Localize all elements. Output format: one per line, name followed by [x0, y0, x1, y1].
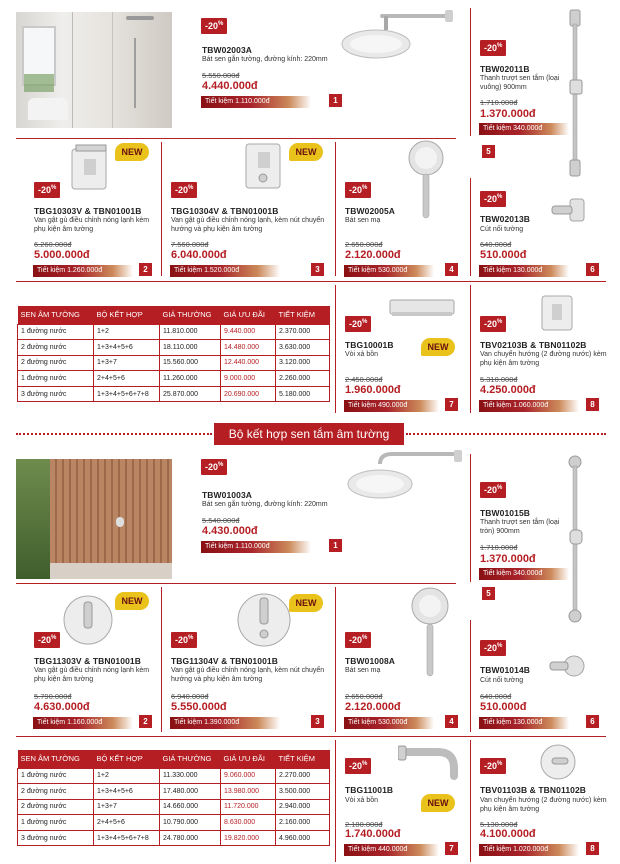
table-cell: 2 đường nước — [18, 799, 94, 815]
round-diverter-icon — [538, 742, 578, 782]
discount-badge: -20% — [171, 632, 197, 648]
slide-bar-icon — [560, 8, 590, 178]
discount-badge: -20% — [345, 316, 371, 332]
table-cell: 1 đường nước — [18, 768, 94, 784]
round-valve-icon — [62, 588, 116, 648]
table-cell: 1 đường nước — [18, 324, 94, 340]
table-row — [18, 799, 330, 815]
new-badge: NEW — [421, 338, 455, 356]
sale-price: 4.430.000đ — [202, 525, 258, 537]
item-number: 3 — [311, 263, 324, 276]
table-cell: 24.780.000 — [160, 830, 221, 846]
savings-label: Tiết kiệm 1.390.000đ — [170, 717, 280, 729]
discount-badge: -20% — [480, 316, 506, 332]
product-description: Bát sen gắn tường, đường kính: 220mm — [202, 501, 328, 508]
table-row — [18, 815, 330, 831]
table-cell: 25.870.000 — [160, 386, 221, 402]
divider — [16, 583, 456, 584]
item-number: 4 — [445, 263, 458, 276]
discount-badge: -20% — [171, 182, 197, 198]
column-header: BỘ KẾT HỢP — [94, 306, 160, 324]
table-cell: 14.480.000 — [221, 340, 276, 356]
round-diverter-valve-icon — [236, 586, 292, 650]
divider — [470, 740, 471, 862]
product-code: TBW02011B — [480, 64, 530, 74]
divider — [335, 587, 336, 732]
divider — [16, 433, 212, 435]
product-description: Van chuyển hướng (2 đường nước) kèm phụ kiện âm tường — [480, 797, 607, 813]
table-row — [18, 355, 330, 371]
table-row — [18, 768, 330, 784]
sale-price: 510.000đ — [480, 701, 527, 713]
hand-shower-icon — [404, 136, 448, 226]
sale-price: 4.100.000đ — [480, 828, 536, 840]
table-cell: 11.810.000 — [160, 324, 221, 340]
product-code: TBG11001B — [345, 785, 394, 795]
divider — [470, 178, 471, 276]
discount-badge: -20% — [480, 191, 506, 207]
new-badge: NEW — [115, 143, 149, 161]
bath-spout-icon — [388, 290, 458, 330]
product-description: Cút nối tường — [480, 677, 524, 684]
divider — [406, 433, 606, 435]
savings-label: Tiết kiệm 1.060.000đ — [479, 400, 579, 412]
table-cell: 1 đường nước — [18, 815, 94, 831]
sale-price: 4.630.000đ — [34, 701, 90, 713]
sale-price: 510.000đ — [480, 249, 527, 261]
table-cell: 20.690.000 — [221, 386, 276, 402]
table-cell: 2 đường nước — [18, 784, 94, 800]
item-number: 8 — [586, 842, 599, 855]
table-row — [18, 784, 330, 800]
sale-price: 1.370.000đ — [480, 553, 536, 565]
table-cell: 15.560.000 — [160, 355, 221, 371]
sale-price: 1.740.000đ — [345, 828, 401, 840]
product-description: Van gật gù điều chỉnh nóng lạnh, kèm nút chuyển hướng và phụ kiện âm tường — [171, 217, 325, 233]
table-cell: 3.500.000 — [276, 784, 330, 800]
product-code: TBG10001B — [345, 340, 394, 350]
discount-badge: -20% — [201, 18, 227, 34]
item-number: 7 — [445, 842, 458, 855]
table-cell: 2+4+5+6 — [94, 371, 160, 387]
discount-badge: -20% — [480, 40, 506, 56]
divider — [16, 138, 456, 139]
product-code: TBW01015B — [480, 508, 531, 518]
sale-price: 1.960.000đ — [345, 384, 401, 396]
savings-label: Tiết kiệm 1.260.000đ — [33, 265, 133, 277]
product-description: Bát sen mạ — [345, 667, 381, 674]
product-description: Van gật gù điều chỉnh nóng lạnh kèm phụ kiện âm tường — [34, 217, 150, 233]
item-number: 5 — [482, 587, 495, 600]
table-row — [18, 371, 330, 387]
table-cell: 17.480.000 — [160, 784, 221, 800]
regular-price: 1.710.000đ — [480, 98, 518, 107]
product-description: Van gật gù điều chỉnh nóng lạnh kèm phụ kiện âm tường — [34, 667, 150, 683]
product-description: Bát sen mạ — [345, 217, 381, 224]
column-header: SEN ÂM TƯỜNG — [18, 306, 94, 324]
regular-price: 2.450.000đ — [345, 375, 383, 384]
discount-badge: -20% — [34, 632, 60, 648]
product-code: TBG11303V & TBN01001B — [34, 656, 141, 666]
item-number: 6 — [586, 263, 599, 276]
column-header: TIẾT KIỆM — [276, 750, 330, 768]
divider — [16, 281, 606, 282]
table-row — [18, 386, 330, 402]
regular-price: 1.710.000đ — [480, 543, 518, 552]
regular-price: 6.940.000đ — [171, 692, 209, 701]
table-cell: 11.330.000 — [160, 768, 221, 784]
savings-label: Tiết kiệm 530.000đ — [344, 717, 434, 729]
square-valve-icon — [70, 143, 112, 193]
item-number: 2 — [139, 263, 152, 276]
table-cell: 2 đường nước — [18, 340, 94, 356]
product-code: TBW01003A — [202, 490, 253, 500]
product-code: TBV01103B & TBN01102B — [480, 785, 587, 795]
savings-label: Tiết kiệm 1.160.000đ — [33, 717, 133, 729]
divider — [470, 620, 471, 732]
new-badge: NEW — [289, 594, 323, 612]
regular-price: 640.000đ — [480, 240, 512, 249]
product-description: Cút nối tường — [480, 226, 524, 233]
new-badge: NEW — [115, 592, 149, 610]
table-cell: 2.370.000 — [276, 324, 330, 340]
table-cell: 13.980.000 — [221, 784, 276, 800]
discount-badge: -20% — [345, 758, 371, 774]
regular-price: 5.310.000đ — [480, 375, 518, 384]
item-number: 8 — [586, 398, 599, 411]
table-cell: 2.160.000 — [276, 815, 330, 831]
table-cell: 2+4+5+6 — [94, 815, 160, 831]
item-number: 4 — [445, 715, 458, 728]
section-title: Bộ kết hợp sen tắm âm tường — [214, 423, 404, 445]
regular-price: 5.540.000đ — [202, 516, 240, 525]
wall-elbow-icon — [548, 195, 588, 227]
divider — [161, 587, 162, 732]
regular-price: 5.550.000đ — [202, 71, 240, 80]
table-cell: 3.120.000 — [276, 355, 330, 371]
savings-label: Tiết kiệm 1.110.000đ — [201, 541, 311, 553]
discount-badge: -20% — [34, 182, 60, 198]
table-cell: 11.720.000 — [221, 799, 276, 815]
table-cell: 11.260.000 — [160, 371, 221, 387]
table-cell: 10.790.000 — [160, 815, 221, 831]
divider — [335, 740, 336, 862]
table-cell: 12.440.000 — [221, 355, 276, 371]
savings-label: Tiết kiệm 340.000đ — [479, 123, 569, 135]
divider — [335, 285, 336, 413]
regular-price: 5.790.000đ — [34, 692, 72, 701]
combo-price-table — [17, 306, 330, 402]
table-cell: 4.960.000 — [276, 830, 330, 846]
table-row — [18, 340, 330, 356]
table-cell: 14.660.000 — [160, 799, 221, 815]
regular-price: 2.650.000đ — [345, 692, 383, 701]
discount-badge: -20% — [345, 182, 371, 198]
item-number: 5 — [482, 145, 495, 158]
square-diverter-valve-icon — [242, 140, 288, 192]
regular-price: 7.560.000đ — [171, 240, 209, 249]
savings-label: Tiết kiệm 1.020.000đ — [479, 844, 579, 856]
table-cell: 5.180.000 — [276, 386, 330, 402]
bathroom-photo — [16, 459, 172, 579]
rain-shower-head-icon — [340, 8, 460, 60]
savings-label: Tiết kiệm 1.110.000đ — [201, 96, 311, 108]
sale-price: 5.550.000đ — [171, 701, 227, 713]
product-description: Vòi xả bồn — [345, 351, 379, 358]
divider — [16, 736, 606, 737]
section-title-band — [0, 414, 620, 454]
column-header: GIÁ THƯỜNG — [160, 306, 221, 324]
slide-bar-icon — [560, 454, 590, 624]
table-cell: 1+3+4+5+6+7+8 — [94, 386, 160, 402]
regular-price: 2.650.000đ — [345, 240, 383, 249]
table-cell: 2 đường nước — [18, 355, 94, 371]
table-cell: 9.060.000 — [221, 768, 276, 784]
product-code: TBG11304V & TBN01001B — [171, 656, 278, 666]
savings-label: Tiết kiệm 130.000đ — [479, 717, 569, 729]
table-cell: 3.630.000 — [276, 340, 330, 356]
table-cell: 1+2 — [94, 324, 160, 340]
product-description: Vòi xả bồn — [345, 797, 379, 804]
savings-label: Tiết kiệm 490.000đ — [344, 400, 439, 412]
product-code: TBW01014B — [480, 665, 531, 675]
column-header: GIÁ ƯU ĐÃI — [221, 306, 276, 324]
square-diverter-icon — [540, 294, 576, 334]
product-description: Van gật gù điều chỉnh nóng lạnh, kèm nút chuyển hướng và phụ kiện âm tường — [171, 667, 325, 683]
column-header: GIÁ ƯU ĐÃI — [221, 750, 276, 768]
discount-badge: -20% — [480, 758, 506, 774]
item-number: 7 — [445, 398, 458, 411]
rain-shower-head-icon — [346, 450, 466, 506]
item-number: 2 — [139, 715, 152, 728]
sale-price: 4.250.000đ — [480, 384, 536, 396]
regular-price: 5.130.000đ — [480, 820, 518, 829]
table-cell: 2.260.000 — [276, 371, 330, 387]
table-cell: 3 đường nước — [18, 386, 94, 402]
regular-price: 6.260.000đ — [34, 240, 72, 249]
product-code: TBW02005A — [345, 206, 396, 216]
discount-badge: -20% — [480, 482, 506, 498]
combo-price-table — [17, 750, 330, 846]
table-cell: 1+3+7 — [94, 799, 160, 815]
discount-badge: -20% — [345, 632, 371, 648]
item-number: 1 — [329, 94, 342, 107]
discount-badge: -20% — [480, 640, 506, 656]
product-code: TBG10304V & TBN01001B — [171, 206, 279, 216]
savings-label: Tiết kiệm 440.000đ — [344, 844, 439, 856]
table-cell: 18.110.000 — [160, 340, 221, 356]
item-number: 3 — [311, 715, 324, 728]
bath-spout-icon — [398, 742, 462, 786]
table-cell: 1+3+4+5+6 — [94, 784, 160, 800]
product-description: Bát sen gắn tường, đường kính: 220mm — [202, 56, 328, 63]
sale-price: 1.370.000đ — [480, 108, 536, 120]
product-code: TBW02003A — [202, 45, 253, 55]
product-description: Van chuyển hướng (2 đường nước) kèm phụ kiện âm tường — [480, 351, 607, 367]
product-description: Thanh trượt sen tắm (loại vuông) 900mm — [480, 75, 560, 91]
table-header-row — [18, 750, 330, 768]
table-header-row — [18, 306, 330, 324]
product-code: TBG10303V & TBN01001B — [34, 206, 142, 216]
product-code: TBW01008A — [345, 656, 396, 666]
divider — [161, 142, 162, 276]
sale-price: 2.120.000đ — [345, 249, 401, 261]
savings-label: Tiết kiệm 530.000đ — [344, 265, 434, 277]
table-cell: 1+3+4+5+6 — [94, 340, 160, 356]
product-description: Thanh trượt sen tắm (loại tròn) 900mm — [480, 519, 560, 535]
table-cell: 9.000.000 — [221, 371, 276, 387]
column-header: GIÁ THƯỜNG — [160, 750, 221, 768]
table-cell: 3 đường nước — [18, 830, 94, 846]
table-row — [18, 830, 330, 846]
savings-label: Tiết kiệm 1.520.000đ — [170, 265, 280, 277]
table-row — [18, 324, 330, 340]
savings-label: Tiết kiệm 340.000đ — [479, 568, 569, 580]
product-code: TBV02103B & TBN01102B — [480, 340, 587, 350]
table-cell: 19.820.000 — [221, 830, 276, 846]
divider — [470, 8, 471, 136]
table-cell: 9.440.000 — [221, 324, 276, 340]
table-cell: 2.270.000 — [276, 768, 330, 784]
sale-price: 2.120.000đ — [345, 701, 401, 713]
column-header: TIẾT KIỆM — [276, 306, 330, 324]
table-cell: 1+2 — [94, 768, 160, 784]
table-cell: 1 đường nước — [18, 371, 94, 387]
table-cell: 1+3+4+5+6+7+8 — [94, 830, 160, 846]
table-cell: 8.630.000 — [221, 815, 276, 831]
table-cell: 2.940.000 — [276, 799, 330, 815]
regular-price: 640.000đ — [480, 692, 512, 701]
product-code: TBW02013B — [480, 214, 531, 224]
sale-price: 6.040.000đ — [171, 249, 227, 261]
new-badge: NEW — [289, 143, 323, 161]
sale-price: 4.440.000đ — [202, 80, 258, 92]
divider — [335, 142, 336, 276]
item-number: 6 — [586, 715, 599, 728]
bathroom-photo — [16, 12, 172, 128]
column-header: BỘ KẾT HỢP — [94, 750, 160, 768]
column-header: SEN ÂM TƯỜNG — [18, 750, 94, 768]
new-badge: NEW — [421, 794, 455, 812]
divider — [470, 454, 471, 582]
discount-badge: -20% — [201, 459, 227, 475]
divider — [470, 285, 471, 413]
sale-price: 5.000.000đ — [34, 249, 90, 261]
savings-label: Tiết kiệm 130.000đ — [479, 265, 569, 277]
item-number: 1 — [329, 539, 342, 552]
regular-price: 2.180.000đ — [345, 820, 383, 829]
table-cell: 1+3+7 — [94, 355, 160, 371]
